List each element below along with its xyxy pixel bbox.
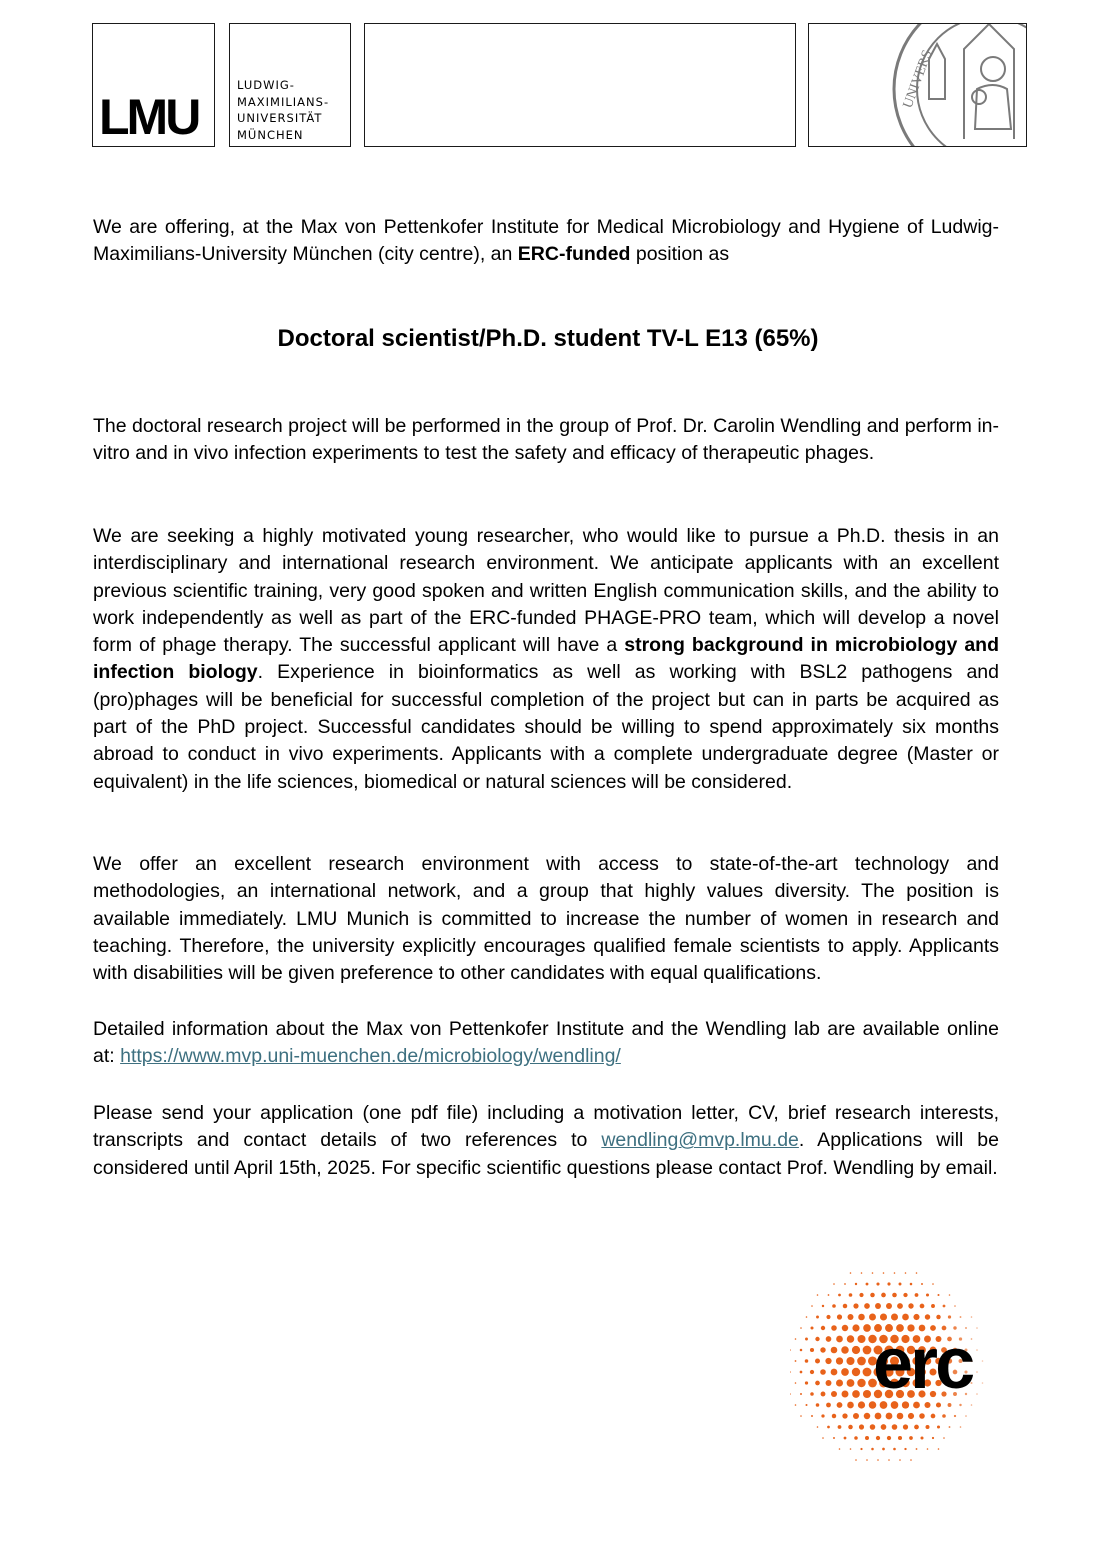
- requirements-paragraph: [93, 523, 999, 796]
- university-name: [237, 77, 329, 143]
- erc-logo-icon: [790, 1262, 1005, 1472]
- requirements-bold: strong background in microbiology and infection biology: [93, 634, 999, 684]
- university-name-line: MÜNCHEN: [237, 127, 304, 142]
- offer-paragraph: We offer an excellent research environment with access to state-of-the-art technology and methodologies, an international network, and a group that highly values diversity. The position is available immediately. LMU Munich is committed to increase the number of women in research and teaching. Therefore, the university explicitly encourages qualified female scientists to apply. Applicants with disabilities will be given preference to other candidates with equal qualifications.: [93, 853, 999, 985]
- university-seal-icon: [889, 23, 1027, 147]
- lmu-wordmark: LMU: [99, 89, 199, 145]
- requirements-text: We are seeking a highly motivated young researcher, who would like to pursue a Ph.D. thesis in an interdisciplinary and international research environment. We anticipate applicants with an excellent previous scientific training, very good spoken and written English communication skills, and the ability to work independently as well as part of the ERC-funded PHAGE-PRO team, which will develop a novel form of phage therapy. The successful applicant will have a: [93, 525, 999, 657]
- requirements-text-end: . Experience in bioinformatics as well as working with BSL2 pathogens and (pro)phages will be beneficial for successful completion of the project but can in parts be acquired as part of the PhD project. Successful candidates should be willing to spend approximately six months abroad to conduct in vivo experiments. Applicants with a complete undergraduate degree (Master or equivalent) in the life sciences, biomedical or natural sciences will be considered.: [93, 661, 999, 793]
- lab-website-link[interactable]: https://www.mvp.uni-muenchen.de/microbiology/wendling/: [120, 1045, 621, 1068]
- info-text: Detailed information about the Max von Pettenkofer Institute and the Wendling lab are available online at:: [93, 1018, 999, 1068]
- info-paragraph: [93, 1016, 999, 1071]
- intro-text-end: position as: [630, 243, 730, 266]
- intro-paragraph: [93, 214, 999, 269]
- erc-logo-text: erc: [873, 1324, 973, 1404]
- university-name-line: LUDWIG-: [237, 78, 295, 92]
- application-paragraph: [93, 1100, 999, 1182]
- intro-text: We are offering, at the Max von Pettenkofer Institute for Medical Microbiology and Hygiene of Ludwig-Maximilians-University München (city centre), an: [93, 216, 999, 266]
- position-title: Doctoral scientist/Ph.D. student TV-L E13 (65%): [277, 325, 819, 352]
- contact-email-link[interactable]: wendling@mvp.lmu.de: [601, 1129, 799, 1152]
- university-name-line: MAXIMILIANS-: [237, 94, 330, 109]
- project-paragraph: The doctoral research project will be performed in the group of Prof. Dr. Carolin Wendling and perform in-vitro and in vivo infection experiments to test the safety and efficacy of therapeutic phages.: [93, 415, 999, 465]
- header-blank-box: [364, 23, 796, 147]
- application-text: Please send your application (one pdf file) including a motivation letter, CV, brief research interests, transcripts and contact details of two references to: [93, 1102, 999, 1152]
- application-text-end: . Applications will be considered until April 15th, 2025. For specific scientific questions please contact Prof. Wendling by email.: [93, 1129, 999, 1179]
- svg-text:UNIVERS: UNIVERS: [900, 48, 936, 111]
- university-name-box: [229, 23, 351, 147]
- intro-bold-erc-funded: ERC-funded: [517, 243, 631, 266]
- university-seal-box: [808, 23, 1027, 147]
- university-name-line: UNIVERSITÄT: [237, 111, 323, 125]
- lmu-logo: [92, 23, 215, 147]
